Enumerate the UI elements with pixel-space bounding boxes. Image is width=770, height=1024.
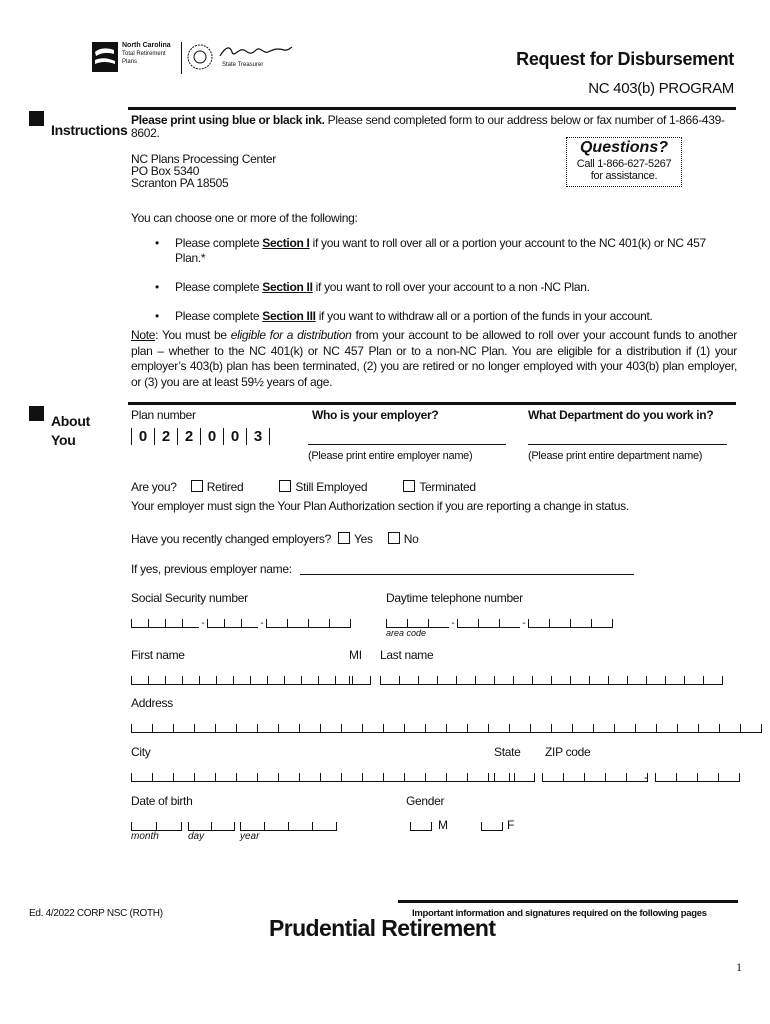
logo-org-line1: North Carolina (122, 42, 171, 49)
mi-field[interactable] (349, 675, 371, 685)
treasurer-seal (186, 42, 296, 74)
last-name-label: Last name (380, 648, 434, 662)
mi-label: MI (349, 648, 362, 662)
note-label: Note (131, 328, 156, 342)
zip-dash: - (644, 770, 648, 784)
authorization-note: Your employer must sign the Your Plan Authorization section if you are reporting a change in status. (131, 499, 629, 513)
form-title: Request for Disbursement (516, 49, 734, 69)
retired-checkbox[interactable] (191, 480, 203, 492)
day-label: day (188, 831, 205, 842)
section-options (131, 236, 737, 338)
employer-label: Who is your employer? (312, 408, 439, 422)
employment-status (131, 480, 476, 494)
plan-number-label: Plan number (131, 408, 196, 422)
ssn-field[interactable]: - - (131, 618, 351, 628)
ssn-label: Social Security number (131, 591, 248, 605)
phone-field[interactable]: - - (386, 618, 613, 628)
zip-label: ZIP code (545, 745, 591, 759)
employer-field[interactable] (308, 444, 506, 445)
employer-hint: (Please print entire employer name) (308, 450, 473, 462)
about-label: About You (51, 413, 90, 448)
address-field[interactable] (131, 723, 762, 733)
gender-m-field[interactable] (410, 821, 432, 831)
yes-checkbox[interactable] (338, 532, 350, 544)
important-note: Important information and signatures required on the following pages (412, 908, 707, 919)
retired-label: Retired (206, 480, 244, 494)
plan-digit: 0 (200, 428, 223, 445)
section-marker-instructions (29, 111, 44, 126)
section-2-link: Section II (262, 280, 313, 294)
state-seal-icon (186, 42, 214, 72)
prudential-logo: Prudential Retirement (269, 915, 496, 941)
instructions-label: Instructions (51, 122, 128, 138)
no-label: No (403, 532, 419, 546)
first-name-label: First name (131, 648, 185, 662)
yes-label: Yes (354, 532, 373, 546)
page-number: 1 (736, 960, 742, 974)
mailing-address (131, 153, 276, 189)
first-name-field[interactable] (131, 675, 353, 685)
eligibility-note: Note: You must be eligible for a distribution from your account to be allowed to roll over your account funds to another plan – whether to the NC 401(k) or NC 457 Plan or to a non-NC Plan. You are eligible for a distribution if (1) your employer’s 403(b) plan has been terminated, (2) you are retired or no longer employed with your 403(b) plan employer, or (3) you are at least 59½ years of age. (131, 328, 737, 389)
section-3-link: Section III (262, 309, 316, 323)
month-label: month (131, 831, 159, 842)
gender-f-label: F (507, 818, 515, 832)
logo-org-line2: Total Retirement (122, 51, 166, 57)
zip-extension-field[interactable] (655, 772, 740, 782)
option-section-3: • Please complete Section III if you want to withdraw all or a portion of the funds in your account. (131, 309, 737, 324)
no-checkbox[interactable] (388, 532, 400, 544)
changed-employers-question: Have you recently changed employers? (131, 532, 331, 546)
still-employed-checkbox[interactable] (279, 480, 291, 492)
edition-label: Ed. 4/2022 CORP NSC (ROTH) (29, 908, 163, 919)
dob-year-field[interactable] (240, 821, 337, 831)
year-label: year (240, 831, 260, 842)
terminated-label: Terminated (419, 480, 476, 494)
plan-digit: 0 (131, 428, 154, 445)
terminated-checkbox[interactable] (403, 480, 415, 492)
ink-instruction: Please print using blue or black ink. (131, 113, 325, 127)
logo-divider (181, 42, 182, 74)
option-section-2: • Please complete Section II if you want to roll over your account to a non -NC Plan. (131, 280, 737, 295)
address-line-3: Scranton PA 18505 (131, 176, 229, 190)
gender-m-label: M (438, 818, 448, 832)
logo-org-line3: Plans (122, 59, 138, 65)
address-label: Address (131, 696, 173, 710)
plan-digit: 2 (177, 428, 200, 445)
treasurer-line: State Treasurer (222, 62, 264, 68)
still-employed-label: Still Employed (295, 480, 368, 494)
address-line-2: PO Box 5340 (131, 164, 200, 178)
changed-employers (131, 532, 419, 546)
state-field[interactable] (494, 772, 535, 782)
department-label: What Department do you work in? (528, 408, 714, 422)
are-you-label: Are you? (131, 480, 177, 494)
questions-title: Questions? (579, 139, 668, 156)
questions-assistance: for assistance. (590, 170, 658, 182)
last-name-field[interactable] (380, 675, 723, 685)
choose-text: You can choose one or more of the following: (131, 211, 358, 225)
gender-f-field[interactable] (481, 821, 503, 831)
footer-rule (398, 900, 738, 903)
plan-number-field (131, 428, 270, 445)
questions-box (566, 137, 682, 187)
phone-label: Daytime telephone number (386, 591, 523, 605)
city-field[interactable] (131, 772, 510, 782)
department-hint: (Please print entire department name) (528, 450, 703, 462)
area-code-label: area code (386, 628, 427, 638)
fax-instruction: Please send completed form to our address below or fax number of 1-866-439-8602. (131, 113, 725, 140)
plan-digit: 0 (223, 428, 246, 445)
gender-label: Gender (406, 794, 445, 808)
option-section-1: • Please complete Section I if you want to roll over all or a portion your account to the NC 401(k) or NC 457 Plan.* (131, 236, 737, 266)
dob-day-field[interactable] (188, 821, 235, 831)
plan-digit: 3 (246, 428, 270, 445)
previous-employer-field[interactable] (300, 574, 634, 575)
plan-digit: 2 (154, 428, 177, 445)
dob-label: Date of birth (131, 794, 193, 808)
section-1-link: Section I (262, 236, 310, 250)
nc-logo (92, 42, 178, 74)
dob-month-field[interactable] (131, 821, 182, 831)
nc-seal-icon (92, 42, 118, 72)
header-rule (128, 107, 736, 110)
previous-employer-label: If yes, previous employer name: (131, 562, 292, 576)
signature-icon (218, 44, 294, 60)
state-label: State (494, 745, 521, 759)
address-line-1: NC Plans Processing Center (131, 152, 276, 166)
zip-field[interactable] (542, 772, 648, 782)
form-subtitle: NC 403(b) PROGRAM (588, 80, 734, 97)
section-marker-about (29, 406, 44, 421)
city-label: City (131, 745, 151, 759)
questions-phone: Call 1-866-627-5267 (576, 158, 672, 170)
about-rule (128, 402, 736, 405)
department-field[interactable] (528, 444, 727, 445)
